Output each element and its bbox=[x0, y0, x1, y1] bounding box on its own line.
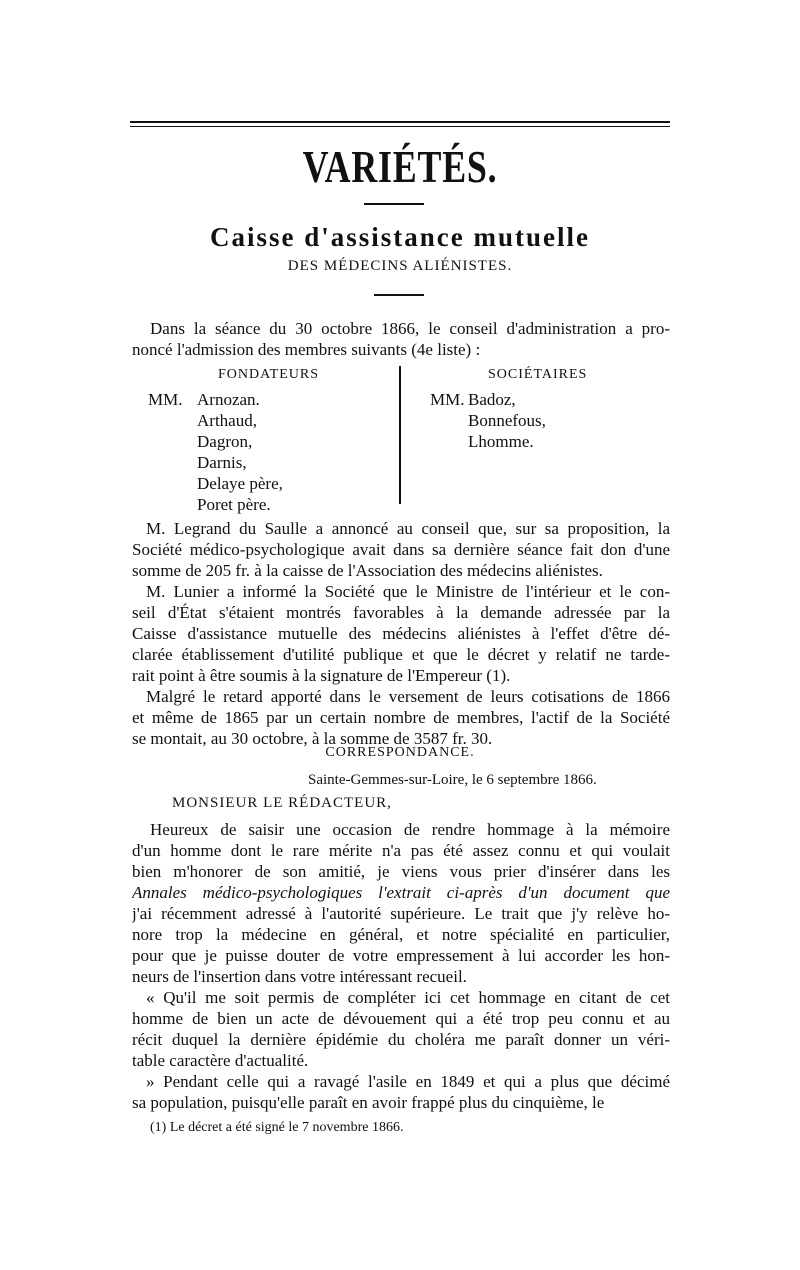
intro-line: Dans la séance du 30 octobre 1866, le conseil d'administration a pro- bbox=[150, 319, 670, 338]
paragraph-line: et même de 1865 par un certain nombre de membres, l'actif de la Société bbox=[132, 708, 670, 727]
letter-line: j'ai récemment adressé à l'autorité supérieure. Le trait que j'y relève ho- bbox=[132, 904, 670, 923]
member-name: Lhomme. bbox=[468, 432, 534, 451]
letter-line: bien m'honorer de son amitié, je viens vous prier d'insérer dans les bbox=[132, 862, 670, 881]
correspondance-heading: CORRESPONDANCE. bbox=[325, 745, 475, 760]
paragraph-line: somme de 205 fr. à la caisse de l'Association des médecins aliénistes. bbox=[132, 561, 603, 580]
paragraph-line: M. Legrand du Saulle a annoncé au conseil que, sur sa proposition, la bbox=[146, 519, 670, 538]
letter-line: homme de bien un acte de dévouement qui a été trop peu connu et au bbox=[132, 1009, 670, 1028]
article-title: Caisse d'assistance mutuelle bbox=[210, 222, 590, 252]
paragraph-line: clarée établissement d'utilité publique et que le décret y relatif ne tarde- bbox=[132, 645, 670, 664]
member-name: Delaye père, bbox=[197, 474, 283, 493]
footnote: (1) Le décret a été signé le 7 novembre 1866. bbox=[150, 1120, 404, 1135]
top-rule bbox=[130, 121, 670, 123]
letter-line: Annales médico-psychologiques l'extrait ci-après d'un document que bbox=[132, 883, 670, 902]
letter-line: « Qu'il me soit permis de compléter ici cet hommage en citant de cet bbox=[146, 988, 670, 1007]
paragraph-line: Société médico-psychologique avait dans sa dernière séance fait don d'une bbox=[132, 540, 670, 559]
fondateurs-prefix: MM. bbox=[148, 390, 183, 409]
letter-line: pour que je puisse douter de votre empressement à lui accorder les hon- bbox=[132, 946, 670, 965]
paragraph-line: Malgré le retard apporté dans le versement de leurs cotisations de 1866 bbox=[146, 687, 670, 706]
letter-place-date: Sainte-Gemmes-sur-Loire, le 6 septembre 1866. bbox=[308, 772, 597, 788]
paragraph-line: se montait, au 30 octobre, à la somme de 3587 fr. 30. bbox=[132, 729, 493, 748]
letter-line: neurs de l'insertion dans votre intéressant recueil. bbox=[132, 967, 467, 986]
member-name: Arthaud, bbox=[197, 411, 257, 430]
title-divider bbox=[364, 203, 424, 205]
letter-line: sa population, puisqu'elle paraît en avoir frappé plus du cinquième, le bbox=[132, 1093, 605, 1112]
letter-line: nore trop la médecine en général, et notre spécialité en particulier, bbox=[132, 925, 670, 944]
column-divider bbox=[399, 366, 401, 504]
paragraph-line: M. Lunier a informé la Société que le Ministre de l'intérieur et le con- bbox=[146, 582, 670, 601]
letter-line: » Pendant celle qui a ravagé l'asile en 1849 et qui a plus que décimé bbox=[146, 1072, 670, 1091]
letter-line: d'un homme dont le rare mérite n'a pas été assez connu et qui voulait bbox=[132, 841, 670, 860]
fondateurs-heading: FONDATEURS bbox=[218, 367, 320, 382]
letter-line: récit duquel la dernière épidémie du choléra me paraît donner un véri- bbox=[132, 1030, 670, 1049]
societaires-prefix: MM. bbox=[430, 390, 465, 409]
article-subtitle: DES MÉDECINS ALIÉNISTES. bbox=[287, 258, 513, 274]
member-name: Dagron, bbox=[197, 432, 253, 451]
paragraph-line: rait point à être soumis à la signature de l'Empereur (1). bbox=[132, 666, 511, 685]
societaires-heading: SOCIÉTAIRES bbox=[488, 367, 588, 382]
member-name: Bonnefous, bbox=[468, 411, 546, 430]
letter-salutation: MONSIEUR LE RÉDACTEUR, bbox=[172, 795, 392, 811]
member-name: Poret père. bbox=[197, 495, 271, 514]
subtitle-divider bbox=[374, 294, 424, 296]
paragraph-line: seil d'État s'étaient montrés favorables à la demande adressée par la bbox=[132, 603, 670, 622]
letter-line: table caractère d'actualité. bbox=[132, 1051, 309, 1070]
member-name: Darnis, bbox=[197, 453, 247, 472]
member-name: Arnozan. bbox=[197, 390, 260, 409]
member-name: Badoz, bbox=[468, 390, 516, 409]
letter-line: Heureux de saisir une occasion de rendre hommage à la mémoire bbox=[150, 820, 670, 839]
top-rule-thin bbox=[130, 126, 670, 127]
intro-line: noncé l'admission des membres suivants (4e liste) : bbox=[132, 340, 481, 359]
paragraph-line: Caisse d'assistance mutuelle des médecins aliénistes à l'effet d'être dé- bbox=[132, 624, 670, 643]
section-title: VARIÉTÉS. bbox=[302, 141, 498, 192]
